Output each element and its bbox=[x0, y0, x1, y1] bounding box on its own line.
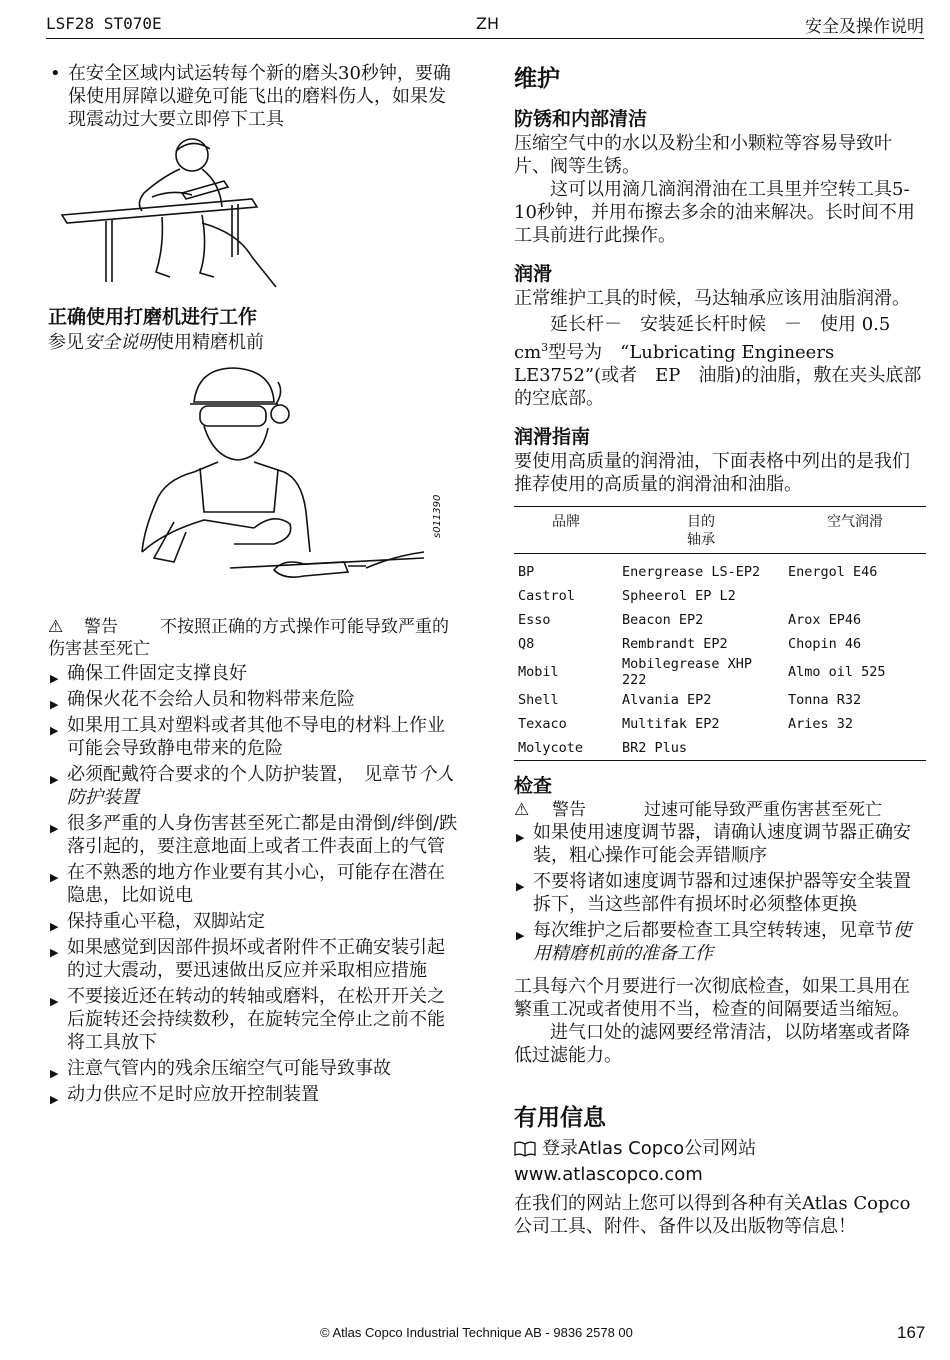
useful-info-title: 有用信息 bbox=[514, 1105, 606, 1131]
book-icon bbox=[514, 1140, 536, 1163]
website-line bbox=[514, 1137, 926, 1186]
left-column bbox=[48, 62, 460, 1109]
safety-instructions-ref: 安全说明 bbox=[84, 332, 156, 353]
operator-with-grinder-illustration bbox=[134, 362, 434, 598]
rust-paragraph-2: 这可以用滴几滴润滑油在工具里并空转工具5-10秒钟，并用布擦去多余的油来解决。长时间不用工具前进行此操作。 bbox=[514, 179, 915, 246]
inspection-paragraph-1: 工具每六个月要进行一次彻底检查，如果工具用在繁重工况或者使用不当，检查的间隔要适当缩短。 bbox=[514, 976, 910, 1020]
table-row: Shell Alvania EP2 Tonna R32 bbox=[518, 692, 862, 708]
rust-title: 防锈和内部清洁 bbox=[514, 108, 648, 130]
figure-operator-with-grinder bbox=[48, 362, 460, 598]
inspection-warning bbox=[514, 799, 926, 821]
lubrication-guide-title: 润滑指南 bbox=[514, 426, 591, 448]
inspection-title: 检查 bbox=[514, 775, 553, 797]
table-row: Molycote BR2 Plus bbox=[514, 736, 926, 761]
page-header bbox=[46, 8, 924, 38]
table-row: Esso Beacon EP2 Arox EP46 bbox=[518, 612, 862, 628]
list-item: ▶ 如果感觉到因部件损坏或者附件不正确安装引起的过大震动，要迅速做出反应并采取相应措施 bbox=[50, 937, 445, 981]
ppe-ref: 个人防护装置 bbox=[67, 764, 454, 808]
safety-list bbox=[48, 662, 460, 1106]
table-row: Castrol Spheerol EP L2 bbox=[518, 588, 736, 604]
section-title-correct-use: 正确使用打磨机进行工作 bbox=[48, 306, 258, 328]
table-header-air-lube: 空气润滑 bbox=[827, 514, 883, 530]
list-item: ▶ 不要接近还在转动的转轴或磨料，在松开开关之后旋转还会持续数秒，在旋转完全停止之前不能将工具放下 bbox=[50, 986, 445, 1053]
see-safety-reference: 参见安全说明使用精磨机前 bbox=[48, 332, 264, 353]
warning-triangle-icon: ⚠ bbox=[48, 617, 64, 637]
table-row: BP Energrease LS-EP2 Energol E46 bbox=[518, 564, 878, 580]
warning-label: 警告 bbox=[84, 617, 118, 637]
list-item: ▶ 如果使用速度调节器，请确认速度调节器正确安装，粗心操作可能会弄错顺序 bbox=[516, 822, 911, 866]
lubrication-title: 润滑 bbox=[514, 263, 553, 285]
warning-text: 过速可能导致严重伤害甚至死亡 bbox=[644, 800, 882, 820]
list-item: ▶ 确保工件固定支撑良好 bbox=[50, 663, 247, 685]
rust-paragraph-1: 压缩空气中的水以及粉尘和小颗粒等容易导致叶片、阀等生锈。 bbox=[514, 133, 892, 177]
lubricant-table bbox=[514, 506, 926, 761]
warning-triangle-icon: ⚠ bbox=[514, 800, 530, 820]
website-link[interactable]: 登录Atlas Copco公司网站www.atlascopco.com bbox=[514, 1138, 757, 1185]
lubrication-guide-paragraph: 要使用高质量的润滑油，下面表格中列出的是我们推荐使用的高质量的润滑油和油脂。 bbox=[514, 451, 910, 495]
list-item: ▶ 注意气管内的残余压缩空气可能导致事故 bbox=[50, 1058, 391, 1080]
lubrication-paragraph-1: 正常维护工具的时候，马达轴承应该用油脂润滑。 bbox=[514, 288, 910, 309]
header-rule bbox=[46, 38, 924, 39]
figure-grinding-test bbox=[48, 137, 460, 295]
warning-block bbox=[48, 616, 460, 660]
list-item: ▶ 很多严重的人身伤害甚至死亡都是由滑倒/绊倒/跌落引起的，要注意地面上或者工件表面上的气管 bbox=[50, 813, 458, 857]
warning-label: 警告 bbox=[552, 800, 586, 820]
lubrication-paragraph-2: 延长杆－ 安装延长杆时候 － 使用 0.5 $cm^3$型号为 “Lubricating Engineers LE3752”(或者 EP 油脂)的油脂，敷在夹头底部的空底部。 bbox=[514, 314, 922, 409]
page-number: 167 bbox=[897, 1323, 926, 1342]
list-item: ▶ 每次维护之后都要检查工具空转转速，见章节使用精磨机前的准备工作 bbox=[516, 920, 911, 964]
inspection-paragraph-2: 进气口处的滤网要经常清洁，以防堵塞或者降低过滤能力。 bbox=[514, 1022, 910, 1066]
table-row: Mobil Mobilegrease XHP 222 Almo oil 525 bbox=[518, 656, 886, 688]
header-language: ZH bbox=[476, 14, 499, 33]
table-row: Texaco Multifak EP2 Aries 32 bbox=[518, 716, 854, 732]
preparation-ref: 使用精磨机前的准备工作 bbox=[533, 920, 911, 964]
worker-at-bench-illustration bbox=[52, 137, 282, 295]
table-header-brand: 品牌 bbox=[552, 514, 580, 530]
warning-text: 不按照正确的方式操作可能导致严重的伤害甚至死亡 bbox=[48, 617, 449, 659]
list-item: ▶ 在不熟悉的地方作业要有其小心，可能存在潜在隐患，比如说电 bbox=[50, 862, 445, 906]
useful-info-paragraph: 在我们的网站上您可以得到各种有关Atlas Copco公司工具、附件、备件以及出版物等信息！ bbox=[514, 1193, 911, 1237]
table-header-bearing: 目的 轴承 bbox=[687, 514, 715, 548]
right-column bbox=[514, 62, 926, 1238]
maintenance-title: 维护 bbox=[514, 66, 560, 92]
list-item: ▶ 不要将诸如速度调节器和过速保护器等安全装置拆下，当这些部件有损坏时必须整体更换 bbox=[516, 871, 911, 915]
list-item: ▶ 动力供应不足时应放开控制装置 bbox=[50, 1084, 319, 1106]
header-model: LSF28 ST070E bbox=[46, 14, 162, 33]
list-item: ▶ 如果用工具对塑料或者其他不导电的材料上作业可能会导致静电带来的危险 bbox=[50, 715, 445, 759]
footer-copyright: © Atlas Copco Industrial Technique AB - 9836 2578 00 bbox=[320, 1325, 633, 1340]
header-title: 安全及操作说明 bbox=[805, 17, 924, 37]
list-item: ▶ 确保火花不会给人员和物料带来危险 bbox=[50, 689, 355, 711]
list-item: ▶ 保持重心平稳，双脚站定 bbox=[50, 911, 265, 933]
list-item: ▶ 必须配戴符合要求的个人防护装置， 见章节个人防护装置 bbox=[50, 764, 454, 808]
intro-bullet: • 在安全区域内试运转每个新的磨头30秒钟，要确保使用屏障以避免可能飞出的磨料伤人，如果发现震动过大要立即停下工具 bbox=[50, 63, 451, 130]
inspection-list bbox=[514, 821, 926, 965]
table-row: Q8 Rembrandt EP2 Chopin 46 bbox=[518, 636, 862, 652]
figure-code: s011390 bbox=[432, 494, 443, 538]
